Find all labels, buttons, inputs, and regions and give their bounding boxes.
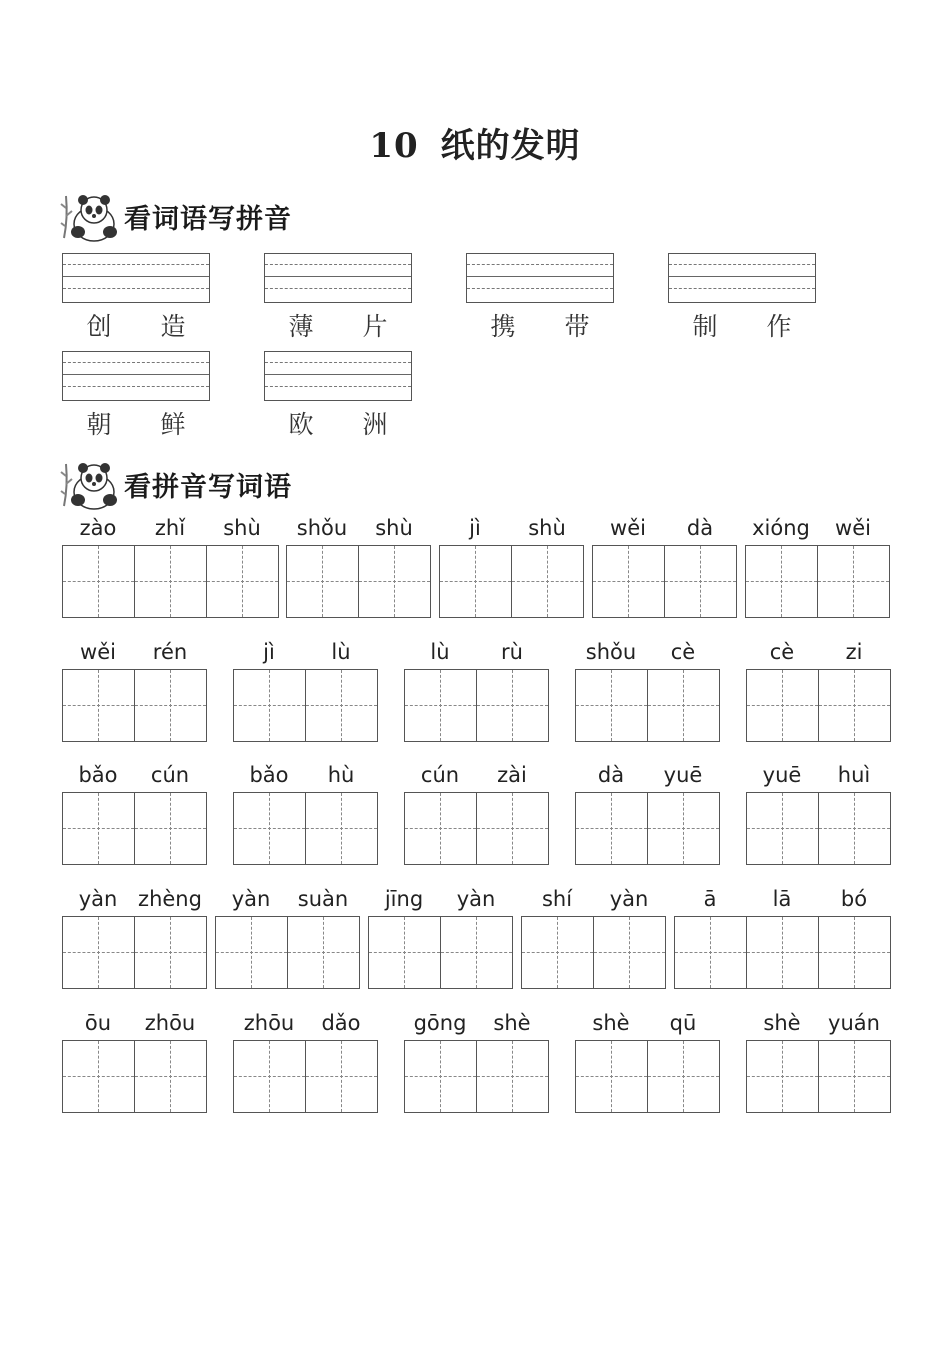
pinyin-problem — [745, 515, 890, 618]
lesson-title: 纸的发明 — [440, 126, 581, 166]
writing-cell[interactable] — [819, 793, 890, 864]
writing-grid — [592, 545, 737, 618]
pinyin-problem — [746, 762, 891, 865]
writing-cell[interactable] — [306, 793, 377, 864]
pinyin-syllable: wěi — [610, 516, 646, 540]
writing-grid — [521, 916, 666, 989]
writing-cell[interactable] — [135, 917, 206, 988]
pinyin-syllable: shè — [493, 1011, 531, 1035]
pinyin-syllable: ōu — [84, 1011, 112, 1035]
pinyin-syllable: wěi — [835, 516, 871, 540]
pinyin-syllable: zào — [79, 516, 117, 540]
word-char: 携 — [490, 312, 516, 341]
writing-grid — [575, 1040, 720, 1113]
pinyin-problem — [746, 1010, 891, 1113]
writing-cell[interactable] — [648, 670, 719, 741]
writing-cell[interactable] — [648, 1041, 719, 1112]
writing-grid — [62, 1040, 207, 1113]
writing-cell[interactable] — [234, 793, 306, 864]
writing-cell[interactable] — [63, 793, 135, 864]
writing-cell[interactable] — [135, 793, 206, 864]
pinyin-syllable: yàn — [78, 887, 118, 911]
pinyin-problem — [286, 515, 431, 618]
word-char: 朝 — [86, 410, 112, 439]
word-char: 鲜 — [160, 410, 186, 439]
pinyin-problem — [521, 886, 666, 989]
pinyin-problem — [746, 639, 891, 742]
pinyin-problem — [62, 515, 279, 618]
writing-cell[interactable] — [440, 546, 512, 617]
pinyin-problem — [575, 762, 720, 865]
writing-cell[interactable] — [207, 546, 278, 617]
writing-cell[interactable] — [477, 793, 548, 864]
pinyin-problem — [575, 639, 720, 742]
writing-cell[interactable] — [477, 670, 548, 741]
writing-cell[interactable] — [747, 793, 819, 864]
pinyin-syllable: zhǐ — [154, 516, 186, 540]
section-heading-1 — [60, 188, 292, 244]
writing-cell[interactable] — [306, 670, 377, 741]
pinyin-problem — [62, 886, 207, 989]
word-char: 造 — [160, 312, 186, 341]
pinyin-problem — [233, 1010, 378, 1113]
writing-cell[interactable] — [405, 1041, 477, 1112]
writing-grid — [404, 1040, 549, 1113]
writing-grid — [746, 1040, 891, 1113]
word-char: 片 — [362, 312, 388, 341]
pinyin-syllable: zi — [845, 640, 863, 664]
writing-cell[interactable] — [359, 546, 430, 617]
writing-cell[interactable] — [576, 1041, 648, 1112]
writing-grid — [575, 792, 720, 865]
pinyin-box[interactable] — [62, 253, 210, 303]
writing-cell[interactable] — [63, 546, 135, 617]
pinyin-problem — [404, 639, 549, 742]
pinyin-problem — [592, 515, 737, 618]
writing-cell[interactable] — [512, 546, 583, 617]
writing-grid — [746, 669, 891, 742]
pinyin-syllable: zhōu — [144, 1011, 196, 1035]
section-title: 看词语写拼音 — [124, 203, 292, 235]
writing-cell[interactable] — [135, 1041, 206, 1112]
pinyin-problem — [439, 515, 584, 618]
writing-grid — [233, 669, 378, 742]
panda-icon — [60, 456, 122, 512]
writing-cell[interactable] — [63, 917, 135, 988]
writing-cell[interactable] — [818, 546, 889, 617]
writing-cell[interactable] — [593, 546, 665, 617]
writing-cell[interactable] — [369, 917, 441, 988]
writing-cell[interactable] — [576, 793, 648, 864]
pinyin-syllable: lā — [772, 887, 792, 911]
writing-cell[interactable] — [306, 1041, 377, 1112]
pinyin-syllable: zhèng — [138, 887, 202, 911]
writing-grid — [674, 916, 891, 989]
pinyin-syllable: lù — [331, 640, 351, 664]
pinyin-syllable: yàn — [231, 887, 271, 911]
writing-cell[interactable] — [234, 1041, 306, 1112]
pinyin-syllable: rù — [501, 640, 523, 664]
writing-cell[interactable] — [405, 793, 477, 864]
writing-cell[interactable] — [747, 917, 819, 988]
writing-grid — [404, 792, 549, 865]
writing-cell[interactable] — [819, 917, 890, 988]
writing-grid — [368, 916, 513, 989]
pinyin-syllable: qū — [669, 1011, 697, 1035]
pinyin-syllable: yàn — [456, 887, 496, 911]
pinyin-syllable: dǎo — [321, 1011, 361, 1035]
pinyin-syllable: lù — [430, 640, 450, 664]
writing-cell[interactable] — [522, 917, 594, 988]
writing-grid — [62, 669, 207, 742]
pinyin-syllable: hù — [327, 763, 355, 787]
pinyin-syllable: dà — [597, 763, 625, 787]
writing-grid — [215, 916, 360, 989]
pinyin-syllable: jīng — [384, 887, 424, 911]
pinyin-problem — [233, 762, 378, 865]
writing-cell[interactable] — [405, 670, 477, 741]
section-heading-2 — [60, 456, 292, 512]
writing-grid — [62, 916, 207, 989]
pinyin-syllable: dà — [686, 516, 714, 540]
pinyin-syllable: shù — [528, 516, 566, 540]
pinyin-problem — [404, 762, 549, 865]
word-char: 带 — [564, 312, 590, 341]
pinyin-problem — [575, 1010, 720, 1113]
writing-grid — [233, 792, 378, 865]
writing-cell[interactable] — [594, 917, 665, 988]
writing-cell[interactable] — [746, 546, 818, 617]
writing-grid — [745, 545, 890, 618]
pinyin-syllable: huì — [837, 763, 871, 787]
pinyin-syllable: cè — [670, 640, 696, 664]
word-char: 洲 — [362, 410, 388, 439]
pinyin-problem — [368, 886, 513, 989]
writing-grid — [62, 545, 279, 618]
writing-cell[interactable] — [576, 670, 648, 741]
pinyin-syllable: cè — [769, 640, 795, 664]
pinyin-problem — [62, 1010, 207, 1113]
writing-grid — [575, 669, 720, 742]
writing-cell[interactable] — [665, 546, 736, 617]
pinyin-syllable: shù — [375, 516, 413, 540]
pinyin-syllable: wěi — [80, 640, 116, 664]
pinyin-problem — [215, 886, 360, 989]
pinyin-syllable: zhōu — [243, 1011, 295, 1035]
writing-cell[interactable] — [63, 1041, 135, 1112]
pinyin-syllable: cún — [420, 763, 460, 787]
pinyin-problem — [404, 1010, 549, 1113]
word-char: 制 — [692, 312, 718, 341]
pinyin-syllable: cún — [150, 763, 190, 787]
writing-cell[interactable] — [135, 670, 206, 741]
writing-cell[interactable] — [135, 546, 207, 617]
panda-icon — [60, 188, 122, 244]
word-char: 欧 — [288, 410, 314, 439]
pinyin-box[interactable] — [264, 351, 412, 401]
pinyin-syllable: jì — [469, 516, 481, 540]
pinyin-box[interactable] — [466, 253, 614, 303]
writing-cell[interactable] — [63, 670, 135, 741]
writing-grid — [286, 545, 431, 618]
pinyin-syllable: shù — [223, 516, 261, 540]
pinyin-syllable: ā — [703, 887, 717, 911]
writing-grid — [746, 792, 891, 865]
pinyin-syllable: shǒu — [585, 640, 637, 664]
pinyin-syllable: suàn — [297, 887, 349, 911]
writing-cell[interactable] — [288, 917, 359, 988]
pinyin-problem — [674, 886, 891, 989]
pinyin-syllable: bó — [840, 887, 868, 911]
pinyin-syllable: rén — [152, 640, 188, 664]
pinyin-syllable: shǒu — [296, 516, 348, 540]
pinyin-syllable: yàn — [609, 887, 649, 911]
pinyin-box[interactable] — [668, 253, 816, 303]
pinyin-box[interactable] — [264, 253, 412, 303]
writing-cell[interactable] — [441, 917, 512, 988]
writing-grid — [404, 669, 549, 742]
writing-cell[interactable] — [747, 1041, 819, 1112]
pinyin-problem — [62, 639, 207, 742]
writing-grid — [62, 792, 207, 865]
pinyin-syllable: yuán — [828, 1011, 880, 1035]
pinyin-syllable: yuē — [762, 763, 802, 787]
pinyin-problem — [233, 639, 378, 742]
writing-cell[interactable] — [819, 1041, 890, 1112]
pinyin-syllable: shè — [592, 1011, 630, 1035]
pinyin-box[interactable] — [62, 351, 210, 401]
pinyin-syllable: xióng — [752, 516, 810, 540]
writing-cell[interactable] — [477, 1041, 548, 1112]
pinyin-syllable: bǎo — [78, 763, 118, 787]
page-title — [0, 118, 950, 167]
writing-grid — [439, 545, 584, 618]
pinyin-syllable: shí — [541, 887, 573, 911]
writing-cell[interactable] — [819, 670, 890, 741]
word-char: 作 — [766, 312, 792, 341]
pinyin-syllable: yuē — [663, 763, 703, 787]
writing-cell[interactable] — [747, 670, 819, 741]
pinyin-syllable: gōng — [413, 1011, 467, 1035]
pinyin-syllable: jì — [263, 640, 275, 664]
pinyin-syllable: bǎo — [249, 763, 289, 787]
word-char: 薄 — [288, 312, 314, 341]
pinyin-syllable: shè — [763, 1011, 801, 1035]
section-title: 看拼音写词语 — [124, 471, 292, 503]
pinyin-syllable: zài — [497, 763, 527, 787]
writing-cell[interactable] — [648, 793, 719, 864]
writing-cell[interactable] — [287, 546, 359, 617]
lesson-number: 10 — [369, 126, 419, 166]
word-char: 创 — [86, 312, 112, 341]
writing-cell[interactable] — [675, 917, 747, 988]
writing-cell[interactable] — [234, 670, 306, 741]
writing-grid — [233, 1040, 378, 1113]
pinyin-problem — [62, 762, 207, 865]
writing-cell[interactable] — [216, 917, 288, 988]
